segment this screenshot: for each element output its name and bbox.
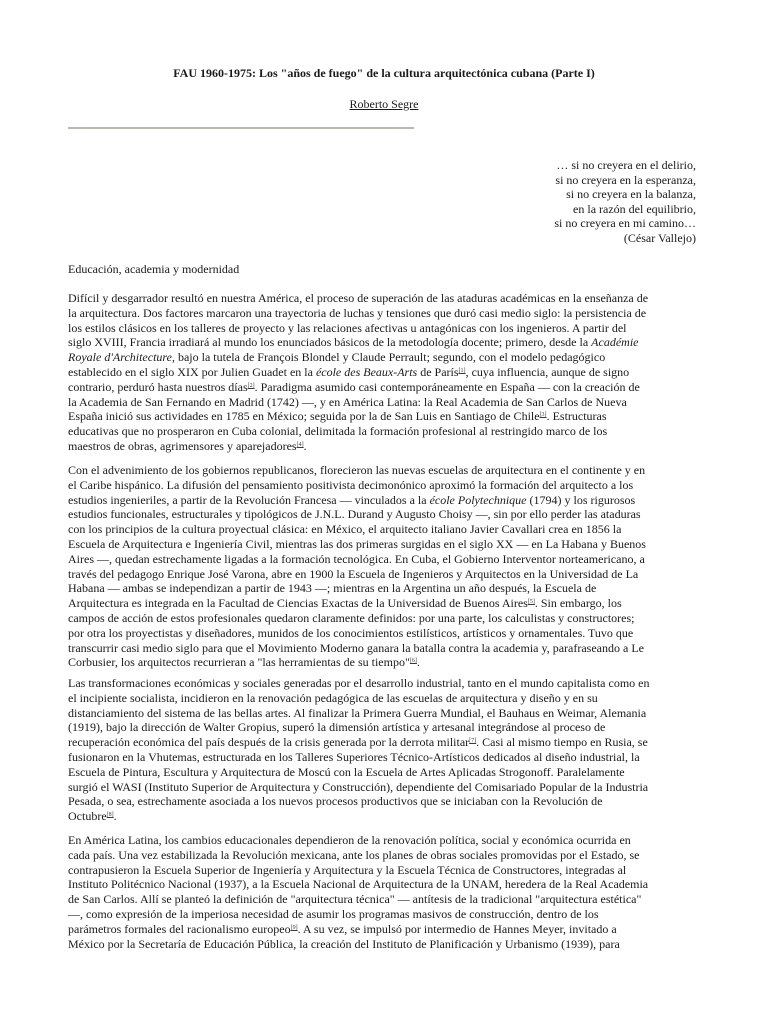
epigraph-attribution: (César Vallejo) bbox=[623, 230, 696, 245]
emphasis: école Polytechnique bbox=[429, 492, 527, 507]
paragraph-line: contrapusieron la Escuela Superior de Ingeniería y Arquitectura y la Escuela Técnica de Constructores, integradas al bbox=[68, 862, 627, 877]
body-paragraph-1 bbox=[68, 291, 696, 454]
body-paragraph-4 bbox=[68, 833, 696, 951]
paragraph-line: Difícil y desgarrador resultó en nuestra América, el proceso de superación de las ataduras académicas en la enseñanza de bbox=[68, 291, 649, 305]
body-paragraph-3 bbox=[68, 676, 696, 824]
epigraph-line: si no creyera en la esperanza, bbox=[555, 172, 696, 187]
paragraph-line: el Caribe hispánico. La difusión del pensamiento positivista decimonónico aproximó la formación del arquitecto a los bbox=[68, 477, 634, 492]
paragraph-line: México por la Secretaría de Educación Pública, la creación del Instituto de Planificación y Urbanismo (1939), para bbox=[68, 936, 620, 951]
paragraph-line: parámetros formales del racionalismo europeo[9]. A su vez, se impulsó por intermedio de Hannes Meyer, invitado a bbox=[68, 921, 617, 936]
author-link[interactable]: Roberto Segre bbox=[349, 97, 419, 111]
body-paragraph-2 bbox=[68, 463, 696, 670]
paragraph-line: estudios ingenieriles, a partir de la Revolución Francesa — vinculados a la école Polytechnique (1794) y los rigurosos bbox=[68, 492, 636, 507]
footnote-link[interactable]: [4] bbox=[296, 441, 304, 448]
paragraph-line: Arquitectura es integrada en la Facultad de Ciencias Exactas de la Universidad de Buenos Aires[5]. Sin embargo, los bbox=[68, 596, 622, 611]
footnote-link[interactable]: [9] bbox=[290, 924, 298, 931]
paragraph-line: En América Latina, los cambios educacionales dependieron de la renovación política, social y económica ocurrida en bbox=[68, 833, 631, 847]
paragraph-line: maestros de obras, agrimensores y aparejadores[4]. bbox=[68, 438, 307, 453]
paragraph-line: Con el advenimiento de los gobiernos republicanos, florecieron las nuevas escuelas de arquitectura en el continente y en bbox=[68, 463, 646, 477]
footnote-link[interactable]: [3] bbox=[539, 412, 547, 419]
paragraph-line: los estilos clásicos en los talleres de proyecto y las relaciones afectivas u antagónicas con los ingenieros. A partir del bbox=[68, 320, 627, 335]
footnote-link[interactable]: [6] bbox=[409, 658, 417, 665]
paragraph-line: Instituto Politécnico Nacional (1937), a la Escuela Nacional de Arquitectura de la UNAM, heredera de la Real Academia bbox=[68, 877, 649, 892]
paragraph-line: establecido en el siglo XIX por Julien Guadet en la école des Beaux-Arts de París[1], cuya influencia, aunque de signo bbox=[68, 364, 630, 379]
paragraph-line: estudios funcionales, estructurales y tipológicos de J.N.L. Durand y Augusto Choisy —, sin por ello perder las ataduras bbox=[68, 507, 641, 522]
footnote-link[interactable]: [1] bbox=[458, 367, 466, 374]
epigraph-line: si no creyera en mi camino… bbox=[554, 216, 696, 231]
paragraph-line: la Academia de San Fernando en Madrid (1742) —, y en América Latina: la Real Academia de San Carlos de Nueva bbox=[68, 394, 627, 409]
emphasis: école des Beaux-Arts bbox=[315, 364, 418, 379]
epigraph-line: si no creyera en la balanza, bbox=[566, 187, 696, 202]
article-title: FAU 1960-1975: Los "años de fuego" de la cultura arquitectónica cubana (Parte I) bbox=[173, 66, 595, 80]
paragraph-line: de San Carlos. Allí se planteó la definición de "arquitectura técnica" — antítesis de la tradicional "arquitectura estética" bbox=[68, 892, 642, 907]
paragraph-line: el incipiente socialista, incidieron en la renovación pedagógica de las escuelas de arquitectura y diseño y en su bbox=[68, 690, 598, 705]
paragraph-line: —, como expresión de la imperiosa necesidad de asumir los programas masivos de construcción, dentro de los bbox=[68, 906, 599, 921]
paragraph-line: siglo XVIII, Francia irradiará al mundo los enunciados básicos de la metodología docente; primero, desde la Académie bbox=[68, 335, 639, 350]
paragraph-line: Corbusier, los arquitectos recurrieran a "las herramientas de su tiempo"[6]. bbox=[68, 655, 420, 670]
footnote-link[interactable]: [2] bbox=[247, 382, 255, 389]
emphasis: Royale d'Architecture bbox=[68, 350, 172, 365]
paragraph-line: educativas que no prosperaron en Cuba colonial, delimitada la formación profesional al restringido marco de los bbox=[68, 424, 608, 439]
paragraph-line: Escuela de Arquitectura e Ingeniería Civil, mientras las dos primeras surgidas en el siglo XX — en La Habana y Buenos bbox=[68, 536, 646, 551]
paragraph-line: por otra los proyectistas y diseñadores, munidos de los conocimientos estilísticos, artísticos y ornamentales. Tuvo que bbox=[68, 625, 634, 640]
emphasis: Académie bbox=[591, 335, 639, 350]
paragraph-line: Habana — ambas se independizan a partir de 1943 —; mientras en la Argentina un año después, la Escuela de bbox=[68, 581, 597, 596]
paragraph-line: Pesada, o sea, estrechamente asociada a los nuevos procesos productivos que se iniciaban con la Revolución de bbox=[68, 794, 603, 809]
paragraph-line: Royale d'Architecture, bajo la tutela de François Blondel y Claude Perrault; segundo, con el modelo pedagógico bbox=[68, 350, 606, 365]
paragraph-line: Aires —, quedan estrechamente ligadas a la formación tecnológica. En Cuba, el Gobierno Interventor norteamericano, a bbox=[68, 551, 645, 566]
epigraph-line: en la razón del equilibrio, bbox=[573, 201, 696, 216]
paragraph-line: Las transformaciones económicas y sociales generadas por el desarrollo industrial, tanto en el mundo capitalista como en bbox=[68, 676, 650, 690]
epigraph-line: … si no creyera en el delirio, bbox=[556, 158, 696, 172]
paragraph-line: España inició sus actividades en 1785 en México; seguida por la de San Luis en Santiago de Chile[3]. Estructuras bbox=[68, 409, 607, 424]
paragraph-line: surgió el WASI (Instituto Superior de Arquitectura y Construcción), dependiente del Comisariado Popular de la Industria bbox=[68, 779, 649, 794]
paragraph-line: la arquitectura. Dos factores marcaron una trayectoria de luchas y tensiones que duró casi medio siglo: la persistencia de bbox=[68, 305, 647, 320]
section-heading: Educación, academia y modernidad bbox=[68, 262, 240, 276]
paragraph-line: campos de acción de estos profesionales quedaron claramente definidos: por una parte, los calculistas y constructores; bbox=[68, 610, 635, 625]
paragraph-line: (1919), bajo la dirección de Walter Gropius, superó la dimensión artística y artesanal integrándose al proceso de bbox=[68, 720, 606, 735]
paragraph-line: transcurrir casi medio siglo para que el Movimiento Moderno ganara la batalla contra la academia y, parafraseando a Le bbox=[68, 640, 644, 655]
paragraph-line: con los principios de la cultura proyectual clásica: en México, el arquitecto italiano Javier Cavallari crea en 1856 la bbox=[68, 522, 622, 537]
footnote-link[interactable]: [5] bbox=[527, 599, 535, 606]
paragraph-line: Octubre[8]. bbox=[68, 809, 117, 824]
paragraph-line: contrario, perduró hasta nuestros días[2]. Paradigma asumido casi contemporáneamente en España — con la creación de bbox=[68, 379, 640, 394]
paragraph-line: través del pedagogo Enrique José Varona, abre en 1900 la Escuela de Ingenieros y Arquitectos en la Universidad de La bbox=[68, 566, 639, 581]
paragraph-line: recuperación económica del país después de la crisis generada por la derrota militar[7]. Casi al mismo tiempo en Rusia, se bbox=[68, 735, 648, 750]
epigraph bbox=[554, 158, 696, 246]
title-divider bbox=[68, 127, 414, 129]
paragraph-line: distanciamiento del sistema de las bellas artes. Al finalizar la Primera Guerra Mundial, el Bauhaus en Weimar, Alemania bbox=[68, 705, 647, 720]
paragraph-line: cada país. Una vez estabilizada la Revolución mexicana, ante los planes de obras sociales promovidas por el Estado, se bbox=[68, 847, 640, 862]
footnote-link[interactable]: [7] bbox=[469, 738, 477, 745]
paragraph-line: fusionaron en la Vhutemas, estructurada en los Talleres Superiores Técnico-Artísticos dedicados al diseño industrial, la bbox=[68, 749, 640, 764]
footnote-link[interactable]: [8] bbox=[106, 812, 114, 819]
paragraph-line: Escuela de Pintura, Escultura y Arquitectura de Moscú con la Escuela de Artes Aplicadas Strogonoff. Paralelamente bbox=[68, 764, 625, 779]
